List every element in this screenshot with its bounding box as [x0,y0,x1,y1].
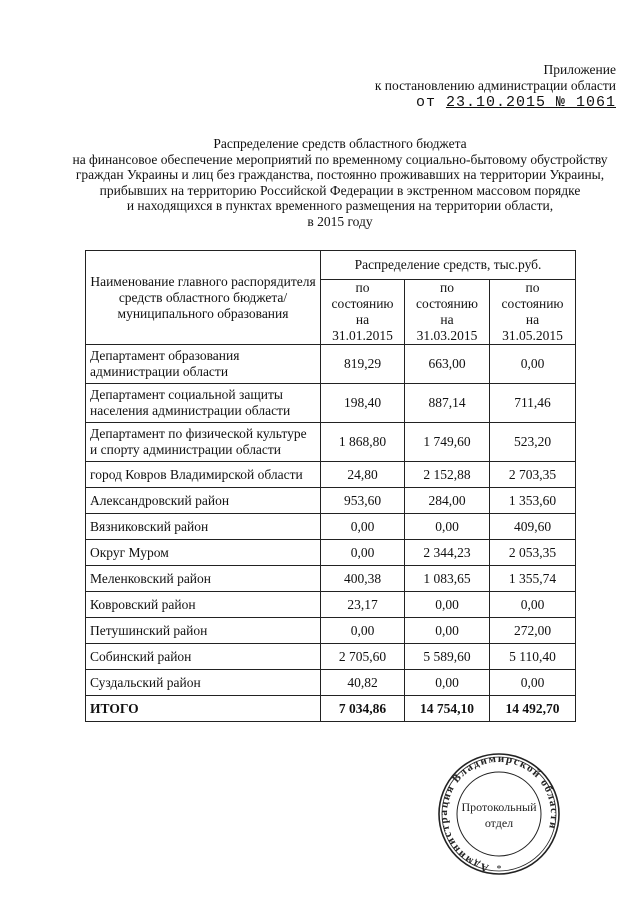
row-value: 0,00 [405,592,490,618]
row-name: Александровский район [86,488,321,514]
title-line: граждан Украины и лиц без гражданства, постоянно проживавших на территории Украины, [75,167,605,182]
stamp-center-line2: отдел [484,816,514,830]
total-value: 14 492,70 [490,696,576,722]
row-value: 1 353,60 [490,488,576,514]
appendix-block [375,62,616,111]
row-value: 711,46 [490,384,576,423]
row-value: 2 344,23 [405,540,490,566]
ref-date: 23.10.2015 [445,94,546,111]
row-value: 5 589,60 [405,644,490,670]
stamp-seal-icon [420,748,578,878]
document-title [60,136,620,229]
table-row [86,592,576,618]
row-value: 523,20 [490,423,576,462]
row-value: 953,60 [321,488,405,514]
table-row [86,670,576,696]
stamp-star-icon: * [496,864,502,875]
row-name: Ковровский район [86,592,321,618]
table-row [86,488,576,514]
decree-reference [416,95,616,111]
table-row [86,384,576,423]
row-name: Департамент социальной защиты населения администрации области [86,384,321,423]
total-value: 7 034,86 [321,696,405,722]
table-row [86,423,576,462]
table-row [86,462,576,488]
row-value: 0,00 [405,670,490,696]
row-value: 2 152,88 [405,462,490,488]
stamp-ring-text: Администрация Владимирской области [437,752,561,874]
row-value: 400,38 [321,566,405,592]
column-header-distribution: Распределение средств, тыс.руб. [321,251,576,280]
title-line: прибывших на территорию Российской Федерации в экстренном массовом порядке [99,182,581,198]
column-header-date-2: по состоянию на 31.03.2015 [405,280,490,345]
table-row [86,514,576,540]
row-value: 0,00 [321,540,405,566]
row-value: 2 053,35 [490,540,576,566]
row-value: 284,00 [405,488,490,514]
row-value: 24,80 [321,462,405,488]
row-value: 0,00 [490,592,576,618]
row-name: Меленковский район [86,566,321,592]
row-value: 1 083,65 [405,566,490,592]
row-value: 23,17 [321,592,405,618]
row-name: Округ Муром [86,540,321,566]
row-name: Суздальский район [86,670,321,696]
row-value: 1 749,60 [405,423,490,462]
title-line: в 2015 году [307,213,373,229]
row-value: 272,00 [490,618,576,644]
table-row [86,540,576,566]
row-value: 5 110,40 [490,644,576,670]
row-value: 0,00 [321,618,405,644]
total-row [86,696,576,722]
ref-number: 1061 [575,94,616,111]
row-name: Петушинский район [86,618,321,644]
total-label: ИТОГО [86,696,321,722]
row-value: 1 355,74 [490,566,576,592]
column-header-date-3: по состоянию на 31.05.2015 [490,280,576,345]
row-value: 819,29 [321,345,405,384]
row-value: 0,00 [405,514,490,540]
appendix-decree: к постановлению администрации области [374,78,616,93]
row-value: 0,00 [490,670,576,696]
table-row [86,644,576,670]
row-value: 2 705,60 [321,644,405,670]
row-value: 2 703,35 [490,462,576,488]
row-value: 0,00 [490,345,576,384]
row-name: Вязниковский район [86,514,321,540]
ref-number-sign: № [545,94,576,111]
row-value: 663,00 [405,345,490,384]
row-name: Собинский район [86,644,321,670]
ref-prefix: от [415,94,446,111]
appendix-label: Приложение [543,62,616,77]
title-line: Распределение средств областного бюджета [213,136,467,151]
row-value: 1 868,80 [321,423,405,462]
stamp-center-line1: Протокольный [461,800,537,814]
column-header-name: Наименование главного распорядителя средств областного бюджета/ муниципального образования [86,251,321,345]
row-value: 887,14 [405,384,490,423]
distribution-table [85,250,576,722]
column-header-date-1: по состоянию на 31.01.2015 [321,280,405,345]
row-name: город Ковров Владимирской области [86,462,321,488]
title-line: и находящихся в пунктах временного размещения на территории области, [126,198,554,213]
title-line: на финансовое обеспечение мероприятий по временному социально-бытовому обустройству [72,151,608,167]
official-stamp [420,748,578,878]
table-row [86,345,576,384]
row-name: Департамент образования администрации области [86,345,321,384]
table-row [86,566,576,592]
row-value: 198,40 [321,384,405,423]
row-name: Департамент по физической культуре и спорту администрации области [86,423,321,462]
row-value: 409,60 [490,514,576,540]
table-row [86,618,576,644]
total-value: 14 754,10 [405,696,490,722]
row-value: 0,00 [405,618,490,644]
row-value: 0,00 [321,514,405,540]
row-value: 40,82 [321,670,405,696]
